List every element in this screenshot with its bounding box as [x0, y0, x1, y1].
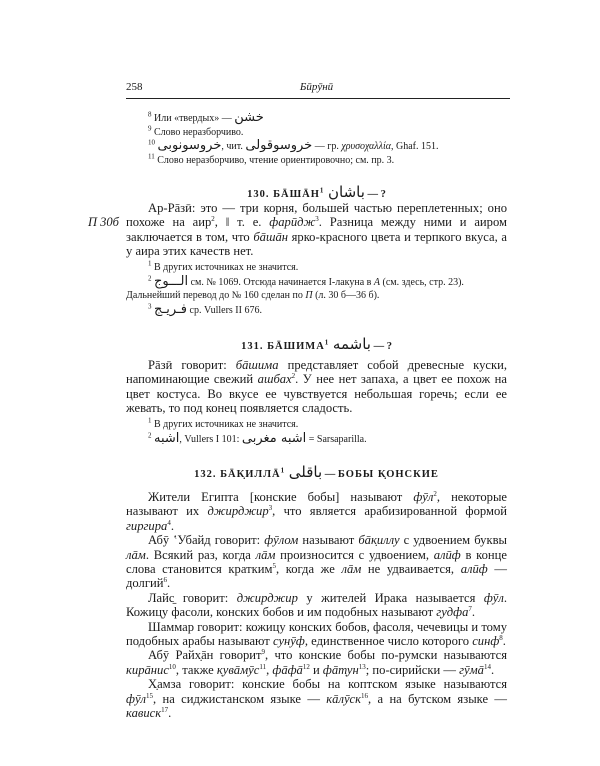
text-run: называют — [298, 533, 359, 548]
page-number: 258 — [126, 81, 143, 93]
arabic-term: باشمه — [332, 335, 371, 353]
text-run: . У нее нет запаха, а цвет ее похож на цвет костуса. Во вкусе ее чувствуется небольшая горечь; если ее жевать, то под конец появляется сладость. — [126, 372, 507, 416]
footnote — [126, 289, 507, 303]
text-run: . Разница между ними и аиром заключается в том, что — [126, 215, 507, 244]
footnote-marker: 1 — [324, 338, 330, 347]
text-run: Х̣амза говорит: конские бобы на коптском языке называются — [148, 677, 507, 692]
footnote — [148, 111, 507, 126]
text-run: — гр. — [312, 141, 342, 153]
footnote-marker: 3 — [315, 215, 319, 224]
entry-131-heading — [126, 335, 507, 353]
text-run: ярко-красного цвета и терпкого вкуса, а у аира этих качеств нет. — [126, 229, 507, 259]
paragraph — [126, 201, 507, 259]
italic-term: кāлӯск — [326, 691, 362, 706]
text-run: , — [266, 662, 273, 677]
text-run: , на сиджистанском языке — — [153, 691, 327, 706]
arabic-term: الـــوج — [154, 273, 189, 289]
footnote-marker: 12 — [302, 662, 310, 671]
footnote-marker: 15 — [146, 691, 154, 700]
text-run: 132. БĀК̣ИЛЛĀ — [194, 469, 281, 480]
italic-term: к̣увāмӯс — [216, 662, 260, 677]
footnote-number: 11 — [148, 152, 155, 161]
text-run: 131. БĀШИМА — [241, 341, 325, 352]
entry-130-heading — [126, 183, 507, 201]
footnote — [148, 303, 507, 318]
arabic-term: باشان — [328, 183, 365, 201]
text-run: — долгий — [126, 562, 507, 591]
italic-term: бāшāн — [253, 229, 288, 244]
paragraph — [126, 591, 507, 620]
paragraph — [126, 490, 507, 533]
text-run: и — [309, 662, 323, 677]
text-run: ср. Vullers II 676. — [187, 304, 262, 316]
italic-term: г̣удфа — [436, 605, 469, 620]
text-run: — БОБЫ К̣ОНСКИЕ — [322, 469, 439, 480]
italic-term: лāм — [255, 547, 276, 562]
text-run: ; по-сирийски — — [365, 662, 460, 677]
italic-term: A — [373, 276, 381, 288]
italic-term: фӯл — [126, 691, 147, 706]
footnote-marker: 1 — [319, 186, 325, 195]
footnote — [148, 275, 507, 290]
arabic-term: اشبه — [154, 430, 180, 446]
entry-130-footnotes — [126, 259, 507, 317]
text-run: , что конские бобы по-румски называются — [265, 648, 508, 663]
text-run: , также — [175, 662, 217, 677]
text-run: Ар-Рāзӣ: это — три корня, большей частью переплетенных; оно похоже на аир — [126, 201, 507, 230]
text-run: (л. 30 б—36 б). — [312, 290, 380, 302]
text-run: , некоторые называют их — [126, 490, 507, 519]
footnote-marker: 2 — [291, 372, 296, 381]
text-run: см. № 1069. Отсюда начинается I-лакуна в — [188, 276, 374, 288]
footnote-marker: 4 — [167, 518, 171, 527]
footnote — [148, 139, 507, 154]
footnote-marker: 2 — [211, 215, 215, 224]
footnote — [148, 432, 507, 447]
header-rule — [126, 98, 510, 99]
text-run: Дальнейший перевод до № 160 сделан по — [126, 290, 306, 302]
italic-term: алӣф — [460, 562, 488, 577]
text-run: В других источниках не значится. — [154, 262, 299, 273]
footnote-number: 3 — [148, 302, 152, 311]
footnote — [148, 126, 507, 140]
italic-term: джирджир — [236, 590, 298, 605]
footnote-marker: 17 — [161, 705, 169, 714]
italic-term: алӣф — [433, 547, 461, 562]
italic-term: фӯл — [483, 590, 504, 605]
italic-term: П — [305, 290, 313, 302]
text-run: , единственное число которого — [304, 634, 473, 649]
text-run: . — [490, 662, 495, 677]
footnote-marker: 8 — [499, 633, 503, 642]
footnote-number: 9 — [148, 124, 152, 133]
italic-term: фāт̣ун — [322, 662, 359, 677]
text-run: 130. БĀШĀН — [247, 189, 320, 200]
text-run: Абӯ ʽУбайд говорит: — [148, 533, 265, 548]
text-run: , что является арабизированной формой — [272, 504, 507, 519]
text-run: , Vullers I 101: — [179, 433, 242, 445]
footnote-marker: 6 — [163, 576, 167, 585]
text-run: — ? — [364, 189, 386, 200]
text-run: . — [471, 605, 476, 620]
footnote-number: 2 — [148, 274, 152, 283]
entry-132-text — [126, 490, 507, 721]
arabic-term: خروسونوبى — [157, 138, 222, 154]
text-run: . Кожицу фасоли, конских бобов и им подобных называют — [126, 590, 507, 620]
arabic-term: فـريـج — [154, 301, 188, 317]
footnote-marker: 1 — [280, 466, 286, 475]
footnote-marker: 14 — [483, 662, 491, 671]
text-run: . Всякий раз, когда — [145, 547, 256, 562]
text-run: Лайс̱ говорит: — [148, 590, 237, 605]
italic-term: кирāнис — [126, 662, 169, 677]
text-run: (см. здесь, стр. 23). — [380, 276, 464, 288]
text-run: , когда же — [275, 562, 342, 577]
footnote-marker: 10 — [168, 662, 176, 671]
footnote-marker: 9 — [261, 648, 266, 657]
footnote — [148, 261, 507, 275]
running-title: Бӣрӯнӣ — [299, 81, 334, 93]
italic-term: ашбах — [257, 372, 292, 387]
italic-term: лāм — [126, 547, 146, 562]
italic-term: гиргира — [126, 518, 168, 533]
entry-131-footnotes — [148, 418, 507, 446]
text-run: в конце слова становится кратким — [126, 547, 508, 577]
italic-term: гӯмā — [459, 662, 484, 677]
margin-reference: П 30б — [88, 215, 119, 229]
italic-term: бāшима — [235, 358, 279, 372]
arabic-term: باقلى — [288, 463, 323, 481]
footnote-number: 10 — [148, 138, 155, 147]
text-run: произносится с удвоением, — [275, 547, 434, 562]
italic-term: джирджир — [207, 504, 269, 519]
top-footnotes — [148, 111, 507, 167]
text-run: Жители Египта [конские бобы] называют — [148, 490, 414, 504]
footnote-number: 2 — [148, 431, 152, 440]
italic-term: сунӯф — [272, 634, 305, 649]
text-run: . — [166, 576, 171, 591]
italic-term: фāфā — [272, 662, 303, 677]
italic-term: лāм — [341, 562, 362, 577]
text-run: представляет собой древесные куски, напоминающие свежий — [126, 358, 507, 387]
italic-term: фарӣдж — [269, 215, 316, 230]
text-run: , ‖ т. е. — [214, 215, 270, 230]
text-run: , чит. — [221, 141, 246, 153]
text-run: В других источниках не значится. — [154, 419, 299, 430]
text-run: . — [168, 706, 172, 721]
text-run: . — [170, 518, 174, 533]
paragraph — [126, 648, 507, 677]
paragraph — [126, 533, 507, 591]
text-run: с удвоением буквы — [399, 533, 507, 548]
paragraph — [126, 620, 507, 649]
paragraph — [126, 358, 507, 416]
footnote-marker: 2 — [433, 489, 437, 498]
footnote-marker: 13 — [358, 662, 366, 671]
italic-term: синф — [472, 634, 500, 649]
text-run: , Ghaf. 151. — [390, 141, 439, 153]
footnote-marker: 3 — [268, 504, 273, 513]
arabic-term: اشبه مغربى — [241, 430, 307, 446]
italic-term: бāк̣иллу — [358, 533, 400, 548]
arabic-term: خروسوقولى — [245, 138, 313, 154]
arabic-term: خشن — [234, 110, 264, 125]
entry-132-heading — [126, 463, 507, 481]
footnote-number: 1 — [148, 416, 152, 425]
text-run: . — [502, 634, 506, 649]
footnote — [148, 418, 507, 432]
footnote-marker: 11 — [259, 662, 267, 671]
text-run: Или «твердых» — — [154, 113, 235, 124]
text-run: у жителей Ирака называется — [297, 590, 484, 605]
text-run: Слово неразборчиво, чтение ориентировочно; см. пр. 3. — [157, 154, 395, 166]
italic-term: кависк — [126, 706, 162, 721]
text-run: — ? — [370, 341, 392, 352]
footnote — [148, 154, 507, 168]
footnote-marker: 5 — [272, 561, 276, 570]
footnote-number: 1 — [148, 259, 152, 268]
footnote-marker: 7 — [468, 605, 472, 614]
italic-term: фӯлом — [264, 533, 299, 548]
text-run: Абӯ Райх̣āн говорит — [148, 648, 262, 663]
italic-term: χρυσοχαλλία — [341, 141, 391, 153]
text-run: не удваивается, — [361, 562, 461, 577]
entry-131-text — [126, 358, 507, 416]
footnote-number: 8 — [148, 110, 152, 119]
text-run: Слово неразборчиво. — [154, 126, 244, 138]
text-run: Рāзӣ говорит: — [148, 358, 236, 372]
paragraph — [126, 677, 507, 720]
text-run: Шаммар говорит: кожицу конских бобов, фасоля, чечевицы и тому подобных арабы называют — [126, 619, 507, 649]
text-run: , а на бутском языке — — [368, 691, 507, 706]
text-run: = Sarsaparilla. — [306, 433, 367, 445]
italic-term: фӯл — [413, 490, 434, 504]
entry-130-text — [126, 201, 507, 259]
footnote-marker: 16 — [361, 691, 369, 700]
